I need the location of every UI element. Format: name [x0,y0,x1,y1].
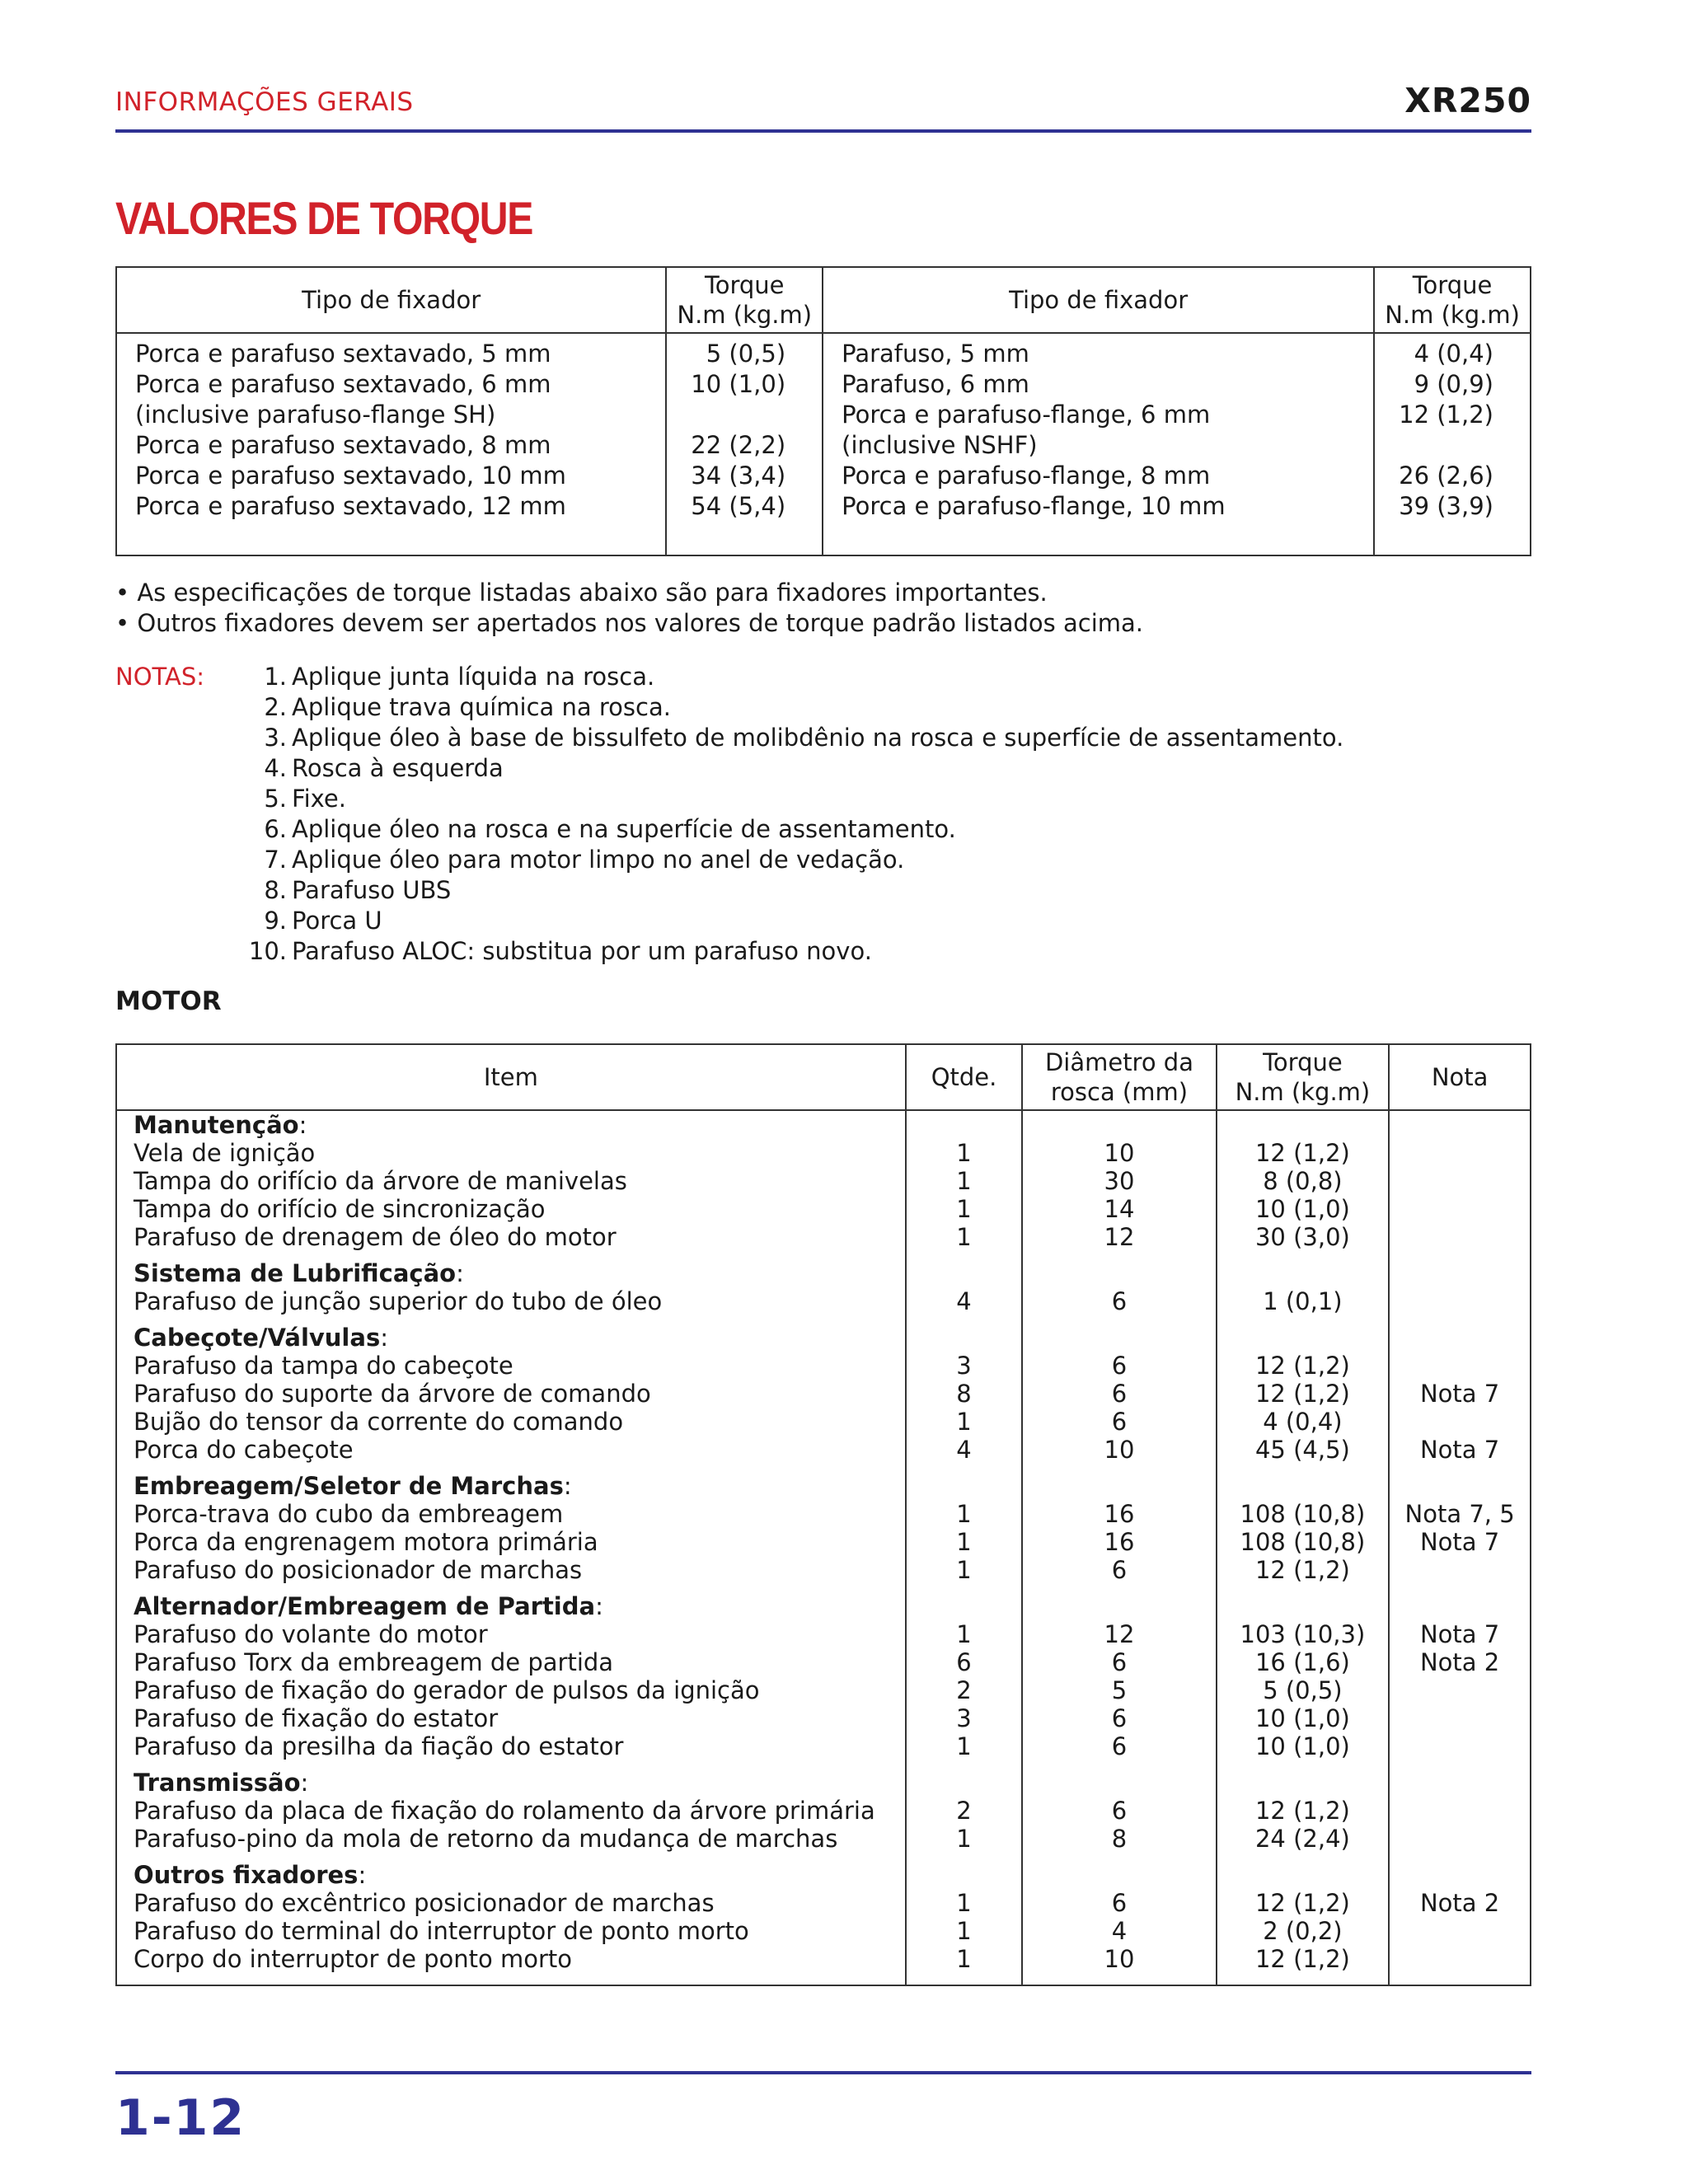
qty-value: 8 [956,1380,972,1408]
note-text: Aplique junta líquida na rosca. [292,663,655,691]
note-ref [1390,1676,1530,1704]
note-number: 6. [264,815,287,843]
group-block [134,1259,905,1315]
fastener-name: Porca e parafuso-flange, 10 mm [842,492,1226,520]
note-item [213,753,1531,784]
group-block [1390,1111,1530,1251]
standard-torque-header-row [116,267,1531,333]
thread-diameter-value: 12 [1104,1223,1135,1251]
qty-value: 1 [956,1139,972,1167]
group-heading-spacer [1217,1769,1389,1797]
note-ref: Nota 7 [1419,1436,1500,1464]
group-colon: : [358,1861,367,1889]
item-name: Parafuso de junção superior do tubo de óleo [134,1287,663,1315]
item-name: Parafuso do excêntrico posicionador de marchas [134,1889,715,1917]
torque-value: 4 (0,4) [1414,340,1493,368]
group-block [1390,1324,1530,1464]
fastener-name: Porca e parafuso sextavado, 12 mm [135,492,566,520]
item-column [116,1110,906,1985]
note-text: Aplique óleo à base de bissulfeto de molibdênio na rosca e superfície de assentamento. [292,724,1344,752]
note-item [213,723,1531,753]
torque-header-right [1374,267,1531,333]
torque-header [666,267,823,333]
group-block [1217,1472,1389,1584]
group-heading-spacer [1023,1592,1215,1620]
fastener-name: Porca e parafuso sextavado, 8 mm [135,431,551,459]
group-heading-spacer [907,1592,1022,1620]
note-item [213,906,1531,936]
note-ref [1390,1408,1530,1436]
torque-value: 103 (10,3) [1240,1620,1366,1648]
thread-diameter-value: 6 [1111,1648,1128,1676]
note-text: Parafuso UBS [292,876,452,904]
thread-diameter-value: 6 [1111,1380,1128,1408]
group-colon: : [456,1259,464,1287]
group-heading-spacer [1217,1472,1389,1500]
note-number: 7. [264,846,287,874]
note-number: 2. [264,693,287,721]
engine-table-header-row [116,1044,1531,1110]
note-item [213,784,1531,814]
group-block [134,1861,905,1973]
item-name: Parafuso da placa de fixação do rolamento da árvore primária [134,1797,875,1825]
item-name: Corpo do interruptor de ponto morto [134,1945,573,1973]
note-column [1389,1110,1531,1985]
standard-torque-table [115,266,1531,556]
torque-header-line2: N.m (kg.m) [1235,1078,1371,1106]
group-heading-spacer [1390,1111,1530,1139]
note-ref [1390,1352,1530,1380]
note-ref [1390,1732,1530,1760]
qty-value: 1 [956,1732,972,1760]
group-block [1390,1861,1530,1973]
note-item [213,936,1531,967]
group-block [134,1472,905,1584]
notes-list [213,662,1531,967]
header-section-title: INFORMAÇÕES GERAIS [115,87,414,117]
torque-value: 10 (1,0) [1254,1732,1350,1760]
thread-diameter-value: 6 [1111,1889,1128,1917]
qty-value: 1 [956,1223,972,1251]
item-name: Parafuso de fixação do estator [134,1704,499,1732]
group-title: Manutenção [134,1111,299,1139]
qty-value: 1 [956,1917,972,1945]
note-item [213,845,1531,875]
thread-diameter-value: 5 [1111,1676,1128,1704]
group-heading-spacer [907,1324,1022,1352]
fastener-name: Parafuso, 6 mm [842,370,1029,398]
right-fastener-names [823,333,1374,555]
group-heading-spacer [1390,1592,1530,1620]
torque-value: 10 (1,0) [691,370,786,398]
group-block [907,1472,1022,1584]
group-block [907,1259,1022,1315]
group-colon: : [298,1111,307,1139]
thread-diameter-value: 8 [1111,1825,1128,1853]
group-block [1390,1259,1530,1315]
qty-column [906,1110,1023,1985]
group-heading-spacer [1217,1259,1389,1287]
torque-header-line2: N.m (kg.m) [677,301,813,329]
qty-value: 4 [956,1287,972,1315]
qty-value: 4 [956,1436,972,1464]
bullet-item: • Outros fixadores devem ser apertados nos valores de torque padrão listados acima. [115,609,1144,637]
group-block [907,1861,1022,1973]
torque-value: 1 (0,1) [1263,1287,1343,1315]
group-block [1217,1324,1389,1464]
note-text: Aplique óleo na rosca e na superfície de assentamento. [292,815,956,843]
torque-value: 12 (1,2) [1254,1380,1350,1408]
group-heading-spacer [1217,1111,1389,1139]
note-item [213,692,1531,723]
group-block [1023,1769,1215,1853]
torque-value: 10 (1,0) [1254,1195,1350,1223]
item-name: Porca do cabeçote [134,1436,354,1464]
group-block [907,1111,1022,1251]
group-block [1217,1111,1389,1251]
group-heading-spacer [1390,1861,1530,1889]
torque-value: 54 (5,4) [691,492,786,520]
group-heading [134,1324,905,1352]
note-ref [1390,1167,1530,1195]
thread-diameter-value: 6 [1111,1732,1128,1760]
qty-value: 3 [956,1704,972,1732]
note-ref [1390,1195,1530,1223]
item-name: Parafuso Torx da embreagem de partida [134,1648,614,1676]
note-text: Aplique óleo para motor limpo no anel de vedação. [292,846,905,874]
group-block [1023,1861,1215,1973]
left-torque-list [667,334,785,522]
group-heading [134,1861,905,1889]
thread-diameter-header [1022,1044,1216,1110]
item-name: Tampa do orifício de sincronização [134,1195,546,1223]
qty-value: 1 [956,1500,972,1528]
item-name: Vela de ignição [134,1139,316,1167]
item-name: Parafuso da tampa do cabeçote [134,1352,513,1380]
group-heading [134,1259,905,1287]
torque-header-line2: N.m (kg.m) [1385,301,1520,329]
torque-header [1217,1044,1390,1110]
thread-diameter-value: 6 [1111,1352,1128,1380]
item-name: Parafuso da presilha da fiação do estator [134,1732,624,1760]
note-ref [1390,1917,1530,1945]
fastener-name: Parafuso, 5 mm [842,340,1029,368]
thread-diameter-value: 6 [1111,1704,1128,1732]
group-title: Cabeçote/Válvulas [134,1324,381,1352]
note-text: Fixe. [292,785,346,813]
engine-torque-table [115,1043,1531,1986]
torque-value: 9 (0,9) [1414,370,1493,398]
group-block [1217,1861,1389,1973]
bullet-item: • As especificações de torque listadas abaixo são para fixadores importantes. [115,579,1048,607]
group-heading-spacer [1390,1769,1530,1797]
note-text: Porca U [292,907,382,935]
thread-diameter-header-line1: Diâmetro da [1044,1048,1193,1076]
fastener-name: (inclusive NSHF) [842,431,1038,459]
section-title-motor: MOTOR [115,987,222,1016]
group-title: Alternador/Embreagem de Partida [134,1592,596,1620]
torque-value: 5 (0,5) [706,340,786,368]
group-heading-spacer [1390,1472,1530,1500]
torque-value: 108 (10,8) [1240,1528,1366,1556]
group-title: Outros fixadores [134,1861,359,1889]
group-block [1023,1259,1215,1315]
group-block [1217,1769,1389,1853]
group-heading-spacer [907,1111,1022,1139]
qty-value: 1 [956,1889,972,1917]
torque-value: 12 (1,2) [1254,1352,1350,1380]
torque-value: 45 (4,5) [1254,1436,1350,1464]
group-block [907,1769,1022,1853]
item-name: Parafuso do posicionador de marchas [134,1556,583,1584]
note-ref: Nota 7, 5 [1404,1500,1515,1528]
group-title: Transmissão [134,1769,301,1797]
note-ref [1390,1797,1530,1825]
group-block [134,1324,905,1464]
group-heading-spacer [1023,1111,1215,1139]
note-ref: Nota 2 [1419,1889,1500,1917]
header-rule [115,129,1531,133]
thread-diameter-value: 12 [1104,1620,1135,1648]
torque-value: 108 (10,8) [1240,1500,1366,1528]
note-text: Rosca à esquerda [292,754,504,782]
thread-diameter-value: 14 [1104,1195,1135,1223]
fastener-name: Porca e parafuso sextavado, 6 mm [135,370,551,398]
item-name: Parafuso-pino da mola de retorno da mudança de marchas [134,1825,838,1853]
qty-value: 1 [956,1408,972,1436]
fastener-name: Porca e parafuso-flange, 6 mm [842,401,1211,429]
item-name: Parafuso do volante do motor [134,1620,488,1648]
note-number: 5. [264,785,287,813]
group-title: Sistema de Lubrificação [134,1259,457,1287]
group-heading [134,1592,905,1620]
qty-value: 1 [956,1556,972,1584]
group-heading-spacer [1023,1324,1215,1352]
note-ref [1390,1287,1530,1315]
note-header: Nota [1389,1044,1531,1110]
thread-diameter-value: 16 [1104,1500,1135,1528]
qty-value: 1 [956,1620,972,1648]
group-heading-spacer [1023,1861,1215,1889]
torque-value: 12 (1,2) [1254,1797,1350,1825]
group-block [1023,1111,1215,1251]
group-heading-spacer [1217,1592,1389,1620]
qty-value: 1 [956,1825,972,1853]
torque-value: 16 (1,6) [1254,1648,1350,1676]
qty-value: 2 [956,1676,972,1704]
qty-value: 1 [956,1945,972,1973]
thread-diameter-value: 10 [1104,1436,1135,1464]
thread-diameter-value: 10 [1104,1945,1135,1973]
torque-value: 30 (3,0) [1254,1223,1350,1251]
torque-value: 10 (1,0) [1254,1704,1350,1732]
group-colon: : [595,1592,603,1620]
item-name: Bujão do tensor da corrente do comando [134,1408,624,1436]
note-ref: Nota 7 [1419,1528,1500,1556]
engine-table-body-row [116,1110,1531,1985]
thread-diameter-value: 6 [1111,1408,1128,1436]
note-ref [1390,1139,1530,1167]
note-ref [1390,1825,1530,1853]
torque-value: 5 (0,5) [1263,1676,1343,1704]
torque-value: 8 (0,8) [1263,1167,1343,1195]
note-item [213,875,1531,906]
torque-value: 22 (2,2) [691,431,786,459]
note-number: 10. [248,937,287,965]
qty-value: 1 [956,1167,972,1195]
fastener-name: Porca e parafuso sextavado, 5 mm [135,340,551,368]
torque-value: 2 (0,2) [1263,1917,1343,1945]
group-title: Embreagem/Seletor de Marchas [134,1472,564,1500]
fastener-name: (inclusive parafuso-flange SH) [135,401,496,429]
page-number: 1-12 [115,2089,246,2147]
footer-rule [115,2071,1531,2074]
group-colon: : [563,1472,572,1500]
group-heading-spacer [1217,1861,1389,1889]
right-fastener-list [842,334,1373,522]
note-ref [1390,1556,1530,1584]
torque-value: 26 (2,6) [1399,462,1493,490]
qty-value: 6 [956,1648,972,1676]
qty-value: 3 [956,1352,972,1380]
thread-diameter-column [1022,1110,1216,1985]
right-torque-values [1374,333,1531,555]
group-block [1023,1324,1215,1464]
torque-value [1375,430,1493,461]
note-text: Parafuso ALOC: substitua por um parafuso novo. [292,937,872,965]
torque-value [667,400,785,430]
item-name: Parafuso do terminal do interruptor de ponto morto [134,1917,749,1945]
note-ref: Nota 7 [1419,1380,1500,1408]
spec-bullets [115,578,1143,639]
note-ref [1390,1704,1530,1732]
thread-diameter-header-line2: rosca (mm) [1050,1078,1189,1106]
group-heading-spacer [1390,1259,1530,1287]
notes-label: NOTAS: [115,663,204,691]
note-number: 4. [264,754,287,782]
note-number: 1. [264,663,287,691]
group-heading-spacer [1390,1324,1530,1352]
group-heading-spacer [1217,1324,1389,1352]
item-name: Parafuso de fixação do gerador de pulsos da ignição [134,1676,760,1704]
group-block [134,1111,905,1251]
group-heading [134,1472,905,1500]
fastener-type-header-right: Tipo de fixador [823,267,1374,333]
qty-value: 2 [956,1797,972,1825]
group-block [1023,1592,1215,1760]
fastener-name: Porca e parafuso-flange, 8 mm [842,462,1211,490]
thread-diameter-value: 10 [1104,1139,1135,1167]
note-item [213,814,1531,845]
torque-value: 12 (1,2) [1254,1889,1350,1917]
group-block [1217,1592,1389,1760]
note-item [213,662,1531,692]
group-block [1023,1472,1215,1584]
torque-value: 12 (1,2) [1254,1945,1350,1973]
group-heading-spacer [1023,1769,1215,1797]
right-torque-list [1375,334,1493,522]
group-heading [134,1769,905,1797]
item-name: Parafuso de drenagem de óleo do motor [134,1223,617,1251]
fastener-name: Porca e parafuso sextavado, 10 mm [135,462,566,490]
note-number: 8. [264,876,287,904]
note-number: 3. [264,724,287,752]
fastener-type-header: Tipo de fixador [116,267,666,333]
group-block [134,1592,905,1760]
group-block [1217,1259,1389,1315]
qty-value: 1 [956,1528,972,1556]
group-block [1390,1472,1530,1584]
note-ref: Nota 7 [1419,1620,1500,1648]
group-block [907,1324,1022,1464]
group-colon: : [300,1769,309,1797]
group-block [1390,1592,1530,1760]
note-ref [1390,1945,1530,1973]
thread-diameter-value: 6 [1111,1287,1128,1315]
left-torque-values [666,333,823,555]
torque-header-line1: Torque [1263,1048,1343,1076]
torque-value: 12 (1,2) [1254,1556,1350,1584]
thread-diameter-value: 4 [1111,1917,1128,1945]
torque-header-line1: Torque [704,271,785,299]
torque-value: 24 (2,4) [1254,1825,1350,1853]
note-ref: Nota 2 [1419,1648,1500,1676]
group-heading-spacer [907,1472,1022,1500]
torque-header-line1: Torque [1412,271,1493,299]
thread-diameter-value: 16 [1104,1528,1135,1556]
group-heading-spacer [907,1259,1022,1287]
thread-diameter-value: 30 [1104,1167,1135,1195]
group-block [134,1769,905,1853]
thread-diameter-value: 6 [1111,1556,1128,1584]
torque-value: 12 (1,2) [1399,401,1493,429]
torque-value: 34 (3,4) [691,462,786,490]
page-title: VALORES DE TORQUE [115,192,533,244]
qty-value: 1 [956,1195,972,1223]
group-block [1390,1769,1530,1853]
group-heading-spacer [1023,1472,1215,1500]
group-heading-spacer [907,1861,1022,1889]
torque-value: 12 (1,2) [1254,1139,1350,1167]
item-name: Tampa do orifício da árvore de manivelas [134,1167,627,1195]
group-colon: : [380,1324,388,1352]
group-heading-spacer [907,1769,1022,1797]
thread-diameter-value: 6 [1111,1797,1128,1825]
torque-column [1217,1110,1390,1985]
item-header: Item [116,1044,906,1110]
torque-value: 39 (3,9) [1399,492,1493,520]
qty-header: Qtde. [906,1044,1023,1110]
note-text: Aplique trava química na rosca. [292,693,671,721]
group-heading [134,1111,905,1139]
item-name: Porca-trava do cubo da embreagem [134,1500,564,1528]
standard-torque-body-row [116,333,1531,555]
note-ref [1390,1223,1530,1251]
left-fastener-names [116,333,666,555]
group-block [907,1592,1022,1760]
note-number: 9. [264,907,287,935]
header-model: XR250 [1404,81,1531,120]
torque-value: 4 (0,4) [1263,1408,1343,1436]
group-heading-spacer [1023,1259,1215,1287]
item-name: Parafuso do suporte da árvore de comando [134,1380,651,1408]
item-name: Porca da engrenagem motora primária [134,1528,598,1556]
left-fastener-list [135,334,665,522]
